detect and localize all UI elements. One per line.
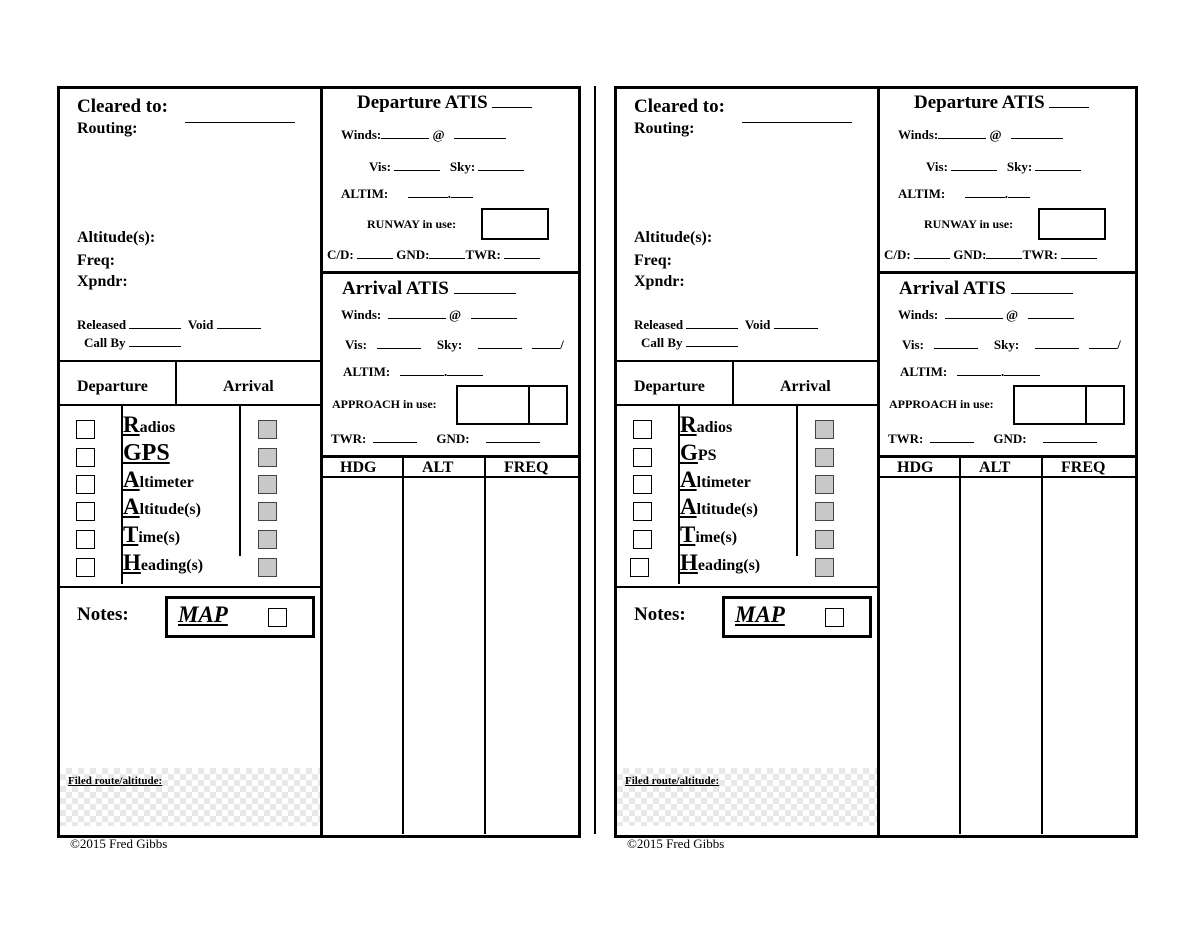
divider bbox=[57, 360, 320, 362]
dep-gnd-field[interactable] bbox=[429, 246, 465, 259]
checklist-label: ime(s) bbox=[138, 529, 181, 546]
arr-twr-field[interactable] bbox=[930, 430, 974, 443]
dep-winds-row bbox=[898, 126, 1063, 143]
dep-twr-field[interactable] bbox=[1061, 246, 1097, 259]
arr-sky-field-2[interactable] bbox=[1089, 336, 1117, 349]
dep-twr-label: TWR: bbox=[1022, 247, 1058, 262]
approach-in-use-label: APPROACH in use: bbox=[889, 397, 994, 411]
checklist-letter: R bbox=[680, 412, 697, 437]
departure-checkbox[interactable] bbox=[76, 530, 95, 549]
arr-sky-field[interactable] bbox=[478, 336, 522, 349]
checklist-letter: A bbox=[680, 467, 697, 492]
released-row bbox=[77, 316, 261, 333]
arrival-checkbox[interactable] bbox=[815, 558, 834, 577]
arr-altim-field-b[interactable] bbox=[447, 363, 483, 376]
arr-twr-field[interactable] bbox=[373, 430, 417, 443]
arr-gnd-field[interactable] bbox=[486, 430, 540, 443]
arr-sky-slash: / bbox=[560, 337, 564, 352]
checklist-letter: GPS bbox=[123, 440, 170, 466]
dep-winds-label: Winds: bbox=[341, 127, 382, 142]
dep-twr-field[interactable] bbox=[504, 246, 540, 259]
copyright-right: ©2015 Fred Gibbs bbox=[627, 836, 725, 851]
dep-vis-sky-row bbox=[369, 158, 524, 175]
departure-checkbox[interactable] bbox=[633, 420, 652, 439]
checklist-item bbox=[680, 550, 760, 576]
divider bbox=[57, 404, 320, 406]
released-field[interactable] bbox=[686, 316, 738, 329]
arr-gnd-field[interactable] bbox=[1043, 430, 1097, 443]
arrival-checkbox[interactable] bbox=[815, 475, 834, 494]
arr-sky-slash: / bbox=[1117, 337, 1121, 352]
checklist-label: PS bbox=[697, 447, 717, 464]
arr-sky-label: Sky: bbox=[436, 337, 463, 352]
dep-altim-dot: . bbox=[1004, 186, 1008, 201]
released-label: Released bbox=[77, 317, 127, 332]
hdg-column[interactable] bbox=[323, 478, 402, 832]
approach-in-use-label: APPROACH in use: bbox=[332, 397, 437, 411]
checklist-letter: T bbox=[123, 522, 139, 547]
routing-label: Routing: bbox=[77, 120, 138, 137]
arr-altim-row bbox=[343, 363, 483, 380]
checklist-item bbox=[123, 440, 170, 467]
departure-atis-code-field[interactable] bbox=[492, 95, 532, 108]
void-field[interactable] bbox=[774, 316, 818, 329]
arr-vis-label: Vis: bbox=[345, 337, 367, 352]
map-box bbox=[165, 596, 315, 638]
arr-sky-field[interactable] bbox=[1035, 336, 1079, 349]
checklist-label: ltitude(s) bbox=[139, 501, 201, 518]
dep-winds-at: @ bbox=[989, 127, 1002, 142]
cleared-to-label: Cleared to: bbox=[77, 96, 168, 117]
arr-twr-label: TWR: bbox=[331, 431, 367, 446]
checklist-item bbox=[680, 522, 737, 548]
arrival-atis-code-field[interactable] bbox=[1011, 281, 1073, 294]
map-label: MAP bbox=[178, 602, 228, 627]
dep-winds-row bbox=[341, 126, 506, 143]
checklist-label: eading(s) bbox=[140, 557, 204, 574]
dep-winds-dir-field[interactable] bbox=[381, 126, 429, 139]
void-field[interactable] bbox=[217, 316, 261, 329]
departure-checkbox[interactable] bbox=[633, 502, 652, 521]
dep-sky-label: Sky: bbox=[1006, 159, 1033, 174]
checklist-item bbox=[123, 467, 194, 493]
divider bbox=[614, 360, 877, 362]
dep-altim-field-a[interactable] bbox=[965, 185, 1005, 198]
checklist-item bbox=[680, 440, 717, 466]
checklist-item bbox=[123, 550, 203, 576]
dep-sky-field[interactable] bbox=[1035, 158, 1081, 171]
departure-checkbox[interactable] bbox=[76, 420, 95, 439]
freq-column[interactable] bbox=[1043, 478, 1132, 832]
cd-label: C/D: bbox=[327, 247, 354, 262]
cd-field[interactable] bbox=[357, 246, 393, 259]
dep-altim-row bbox=[341, 185, 473, 202]
divider bbox=[614, 404, 877, 406]
arrival-atis-code-field[interactable] bbox=[454, 281, 516, 294]
routing-label: Routing: bbox=[634, 120, 695, 137]
checklist-label: ltitude(s) bbox=[696, 501, 758, 518]
dep-freqs-row bbox=[327, 246, 540, 263]
checklist-letter: G bbox=[680, 440, 698, 465]
freq-label: Freq: bbox=[77, 252, 115, 269]
checklist-item bbox=[680, 494, 758, 520]
freq-header: FREQ bbox=[1061, 459, 1106, 476]
departure-atis-title bbox=[914, 92, 1089, 114]
hdg-header: HDG bbox=[897, 459, 934, 476]
arr-winds-speed-field[interactable] bbox=[471, 306, 517, 319]
checklist-letter: H bbox=[123, 550, 141, 575]
copyright-left: ©2015 Fred Gibbs bbox=[70, 836, 168, 851]
dep-winds-speed-field[interactable] bbox=[1011, 126, 1063, 139]
notes-label: Notes: bbox=[77, 604, 129, 625]
departure-checkbox[interactable] bbox=[76, 502, 95, 521]
dep-vis-field[interactable] bbox=[951, 158, 997, 171]
arrival-checkbox[interactable] bbox=[815, 502, 834, 521]
cleared-to-field[interactable] bbox=[742, 110, 852, 123]
arr-winds-row bbox=[898, 306, 1074, 323]
dep-gnd-label: GND: bbox=[396, 247, 430, 262]
arr-altim-field-a[interactable] bbox=[400, 363, 444, 376]
arrival-atis-title bbox=[899, 278, 1073, 300]
dep-sky-field[interactable] bbox=[478, 158, 524, 171]
strip-card-right bbox=[614, 86, 1136, 836]
call-by-row bbox=[84, 334, 181, 351]
dep-altim-field-a[interactable] bbox=[408, 185, 448, 198]
dep-vis-field[interactable] bbox=[394, 158, 440, 171]
runway-in-use-box[interactable] bbox=[1038, 208, 1106, 240]
departure-checkbox[interactable] bbox=[633, 448, 652, 467]
arr-altim-field-a[interactable] bbox=[957, 363, 1001, 376]
arr-vis-field[interactable] bbox=[934, 336, 978, 349]
dep-altim-label: ALTIM: bbox=[341, 186, 389, 201]
departure-atis-code-field[interactable] bbox=[1049, 95, 1089, 108]
dep-vis-label: Vis: bbox=[369, 159, 391, 174]
runway-in-use-box[interactable] bbox=[481, 208, 549, 240]
dep-winds-label: Winds: bbox=[898, 127, 939, 142]
arr-winds-row bbox=[341, 306, 517, 323]
released-row bbox=[634, 316, 818, 333]
arr-altim-row bbox=[900, 363, 1040, 380]
void-label: Void bbox=[187, 317, 214, 332]
arr-vis-sky-row bbox=[902, 336, 1121, 353]
checklist-letter: R bbox=[123, 412, 140, 437]
map-checkbox[interactable] bbox=[268, 608, 287, 627]
checklist-item bbox=[680, 412, 732, 438]
notes-label: Notes: bbox=[634, 604, 686, 625]
map-box bbox=[722, 596, 872, 638]
arrival-checkbox[interactable] bbox=[258, 448, 277, 467]
checklist-item bbox=[123, 522, 180, 548]
departure-checkbox[interactable] bbox=[76, 558, 95, 577]
arr-winds-at: @ bbox=[448, 307, 462, 322]
arr-winds-dir-field[interactable] bbox=[945, 306, 1003, 319]
released-label: Released bbox=[634, 317, 684, 332]
arr-altim-label: ALTIM: bbox=[343, 364, 391, 379]
map-label: MAP bbox=[735, 602, 785, 627]
alt-header: ALT bbox=[422, 459, 454, 476]
divider bbox=[57, 586, 320, 588]
cd-field[interactable] bbox=[914, 246, 950, 259]
released-field[interactable] bbox=[129, 316, 181, 329]
divider bbox=[877, 455, 1135, 458]
strip-card-left bbox=[57, 86, 579, 836]
dep-vis-label: Vis: bbox=[926, 159, 948, 174]
departure-checkbox[interactable] bbox=[630, 558, 649, 577]
freq-label: Freq: bbox=[634, 252, 672, 269]
dep-freqs-row bbox=[884, 246, 1097, 263]
checklist-letter: T bbox=[680, 522, 696, 547]
call-by-field[interactable] bbox=[129, 334, 181, 347]
freq-header: FREQ bbox=[504, 459, 549, 476]
dep-altim-dot: . bbox=[447, 186, 451, 201]
dep-twr-label: TWR: bbox=[465, 247, 501, 262]
departure-checkbox[interactable] bbox=[633, 530, 652, 549]
filed-route-label: Filed route/altitude: bbox=[625, 775, 720, 787]
departure-column-label: Departure bbox=[77, 378, 148, 395]
divider bbox=[877, 271, 1135, 274]
approach-in-use-box[interactable] bbox=[1013, 385, 1125, 425]
arr-altim-dot: . bbox=[443, 364, 448, 379]
divider bbox=[796, 406, 798, 556]
hdg-header: HDG bbox=[340, 459, 377, 476]
filed-route-label: Filed route/altitude: bbox=[68, 775, 163, 787]
hdg-column[interactable] bbox=[880, 478, 959, 832]
checklist-label: ltimeter bbox=[696, 474, 751, 491]
dep-sky-label: Sky: bbox=[449, 159, 476, 174]
arr-winds-label: Winds: bbox=[898, 307, 939, 322]
arrival-checkbox[interactable] bbox=[258, 530, 277, 549]
checklist-item bbox=[680, 467, 751, 493]
checklist-label: ime(s) bbox=[695, 529, 738, 546]
runway-in-use-label: RUNWAY in use: bbox=[367, 217, 457, 231]
map-checkbox[interactable] bbox=[825, 608, 844, 627]
altitudes-label: Altitude(s): bbox=[634, 229, 713, 246]
checklist-label: adios bbox=[696, 419, 733, 436]
cd-label: C/D: bbox=[884, 247, 911, 262]
departure-atis-label: Departure ATIS bbox=[357, 92, 488, 113]
arr-altim-dot: . bbox=[1000, 364, 1005, 379]
dep-winds-speed-field[interactable] bbox=[454, 126, 506, 139]
dep-altim-label: ALTIM: bbox=[898, 186, 946, 201]
divider bbox=[1085, 387, 1087, 423]
xpndr-label: Xpndr: bbox=[77, 273, 128, 290]
departure-atis-label: Departure ATIS bbox=[914, 92, 1045, 113]
divider bbox=[320, 271, 578, 274]
arr-freqs-row bbox=[331, 430, 540, 447]
void-label: Void bbox=[744, 317, 771, 332]
divider bbox=[528, 387, 530, 423]
departure-atis-title bbox=[357, 92, 532, 114]
arr-vis-field[interactable] bbox=[377, 336, 421, 349]
dep-winds-dir-field[interactable] bbox=[938, 126, 986, 139]
arr-winds-dir-field[interactable] bbox=[388, 306, 446, 319]
checklist-item bbox=[123, 494, 201, 520]
call-by-label: Call By bbox=[84, 335, 126, 350]
dep-gnd-label: GND: bbox=[953, 247, 987, 262]
altitudes-label: Altitude(s): bbox=[77, 229, 156, 246]
arrival-checkbox[interactable] bbox=[258, 558, 277, 577]
dep-gnd-field[interactable] bbox=[986, 246, 1022, 259]
alt-column[interactable] bbox=[404, 478, 484, 832]
arrival-checkbox[interactable] bbox=[815, 530, 834, 549]
arr-twr-label: TWR: bbox=[888, 431, 924, 446]
arrival-atis-label: Arrival ATIS bbox=[899, 278, 1006, 299]
dep-altim-field-b[interactable] bbox=[1008, 185, 1030, 198]
divider bbox=[614, 586, 877, 588]
arr-gnd-label: GND: bbox=[993, 431, 1027, 446]
call-by-row bbox=[641, 334, 738, 351]
checklist-letter: A bbox=[123, 494, 140, 519]
cleared-to-label: Cleared to: bbox=[634, 96, 725, 117]
arr-freqs-row bbox=[888, 430, 1097, 447]
arrival-column-label: Arrival bbox=[780, 378, 831, 395]
checklist-letter: H bbox=[680, 550, 698, 575]
arrival-atis-title bbox=[342, 278, 516, 300]
arr-vis-label: Vis: bbox=[902, 337, 924, 352]
arrival-checkbox[interactable] bbox=[258, 420, 277, 439]
checklist-letter: A bbox=[680, 494, 697, 519]
departure-checkbox[interactable] bbox=[76, 475, 95, 494]
runway-in-use-label: RUNWAY in use: bbox=[924, 217, 1014, 231]
arrival-atis-label: Arrival ATIS bbox=[342, 278, 449, 299]
xpndr-label: Xpndr: bbox=[634, 273, 685, 290]
alt-column[interactable] bbox=[961, 478, 1041, 832]
arr-vis-sky-row bbox=[345, 336, 564, 353]
divider bbox=[239, 406, 241, 556]
arr-altim-field-b[interactable] bbox=[1004, 363, 1040, 376]
arr-altim-label: ALTIM: bbox=[900, 364, 948, 379]
call-by-label: Call By bbox=[641, 335, 683, 350]
arrival-checkbox[interactable] bbox=[258, 502, 277, 521]
checklist-label: adios bbox=[139, 419, 176, 436]
dep-vis-sky-row bbox=[926, 158, 1081, 175]
divider bbox=[320, 455, 578, 458]
departure-checkbox[interactable] bbox=[76, 448, 95, 467]
arr-sky-field-2[interactable] bbox=[532, 336, 560, 349]
divider bbox=[175, 360, 177, 405]
divider bbox=[732, 360, 734, 405]
call-by-field[interactable] bbox=[686, 334, 738, 347]
cleared-to-field[interactable] bbox=[185, 110, 295, 123]
freq-column[interactable] bbox=[486, 478, 575, 832]
arr-winds-label: Winds: bbox=[341, 307, 382, 322]
dep-winds-at: @ bbox=[432, 127, 445, 142]
dep-altim-row bbox=[898, 185, 1030, 202]
arrival-checkbox[interactable] bbox=[815, 420, 834, 439]
departure-checkbox[interactable] bbox=[633, 475, 652, 494]
arr-sky-label: Sky: bbox=[993, 337, 1020, 352]
arr-gnd-label: GND: bbox=[436, 431, 470, 446]
dep-altim-field-b[interactable] bbox=[451, 185, 473, 198]
arrival-checkbox[interactable] bbox=[258, 475, 277, 494]
arr-winds-speed-field[interactable] bbox=[1028, 306, 1074, 319]
checklist-item bbox=[123, 412, 175, 438]
departure-column-label: Departure bbox=[634, 378, 705, 395]
arr-winds-at: @ bbox=[1005, 307, 1019, 322]
arrival-column-label: Arrival bbox=[223, 378, 274, 395]
arrival-checkbox[interactable] bbox=[815, 448, 834, 467]
checklist-label: ltimeter bbox=[139, 474, 194, 491]
card-separator-line bbox=[594, 86, 596, 834]
checklist-letter: A bbox=[123, 467, 140, 492]
checklist-label: eading(s) bbox=[697, 557, 761, 574]
approach-in-use-box[interactable] bbox=[456, 385, 568, 425]
alt-header: ALT bbox=[979, 459, 1011, 476]
